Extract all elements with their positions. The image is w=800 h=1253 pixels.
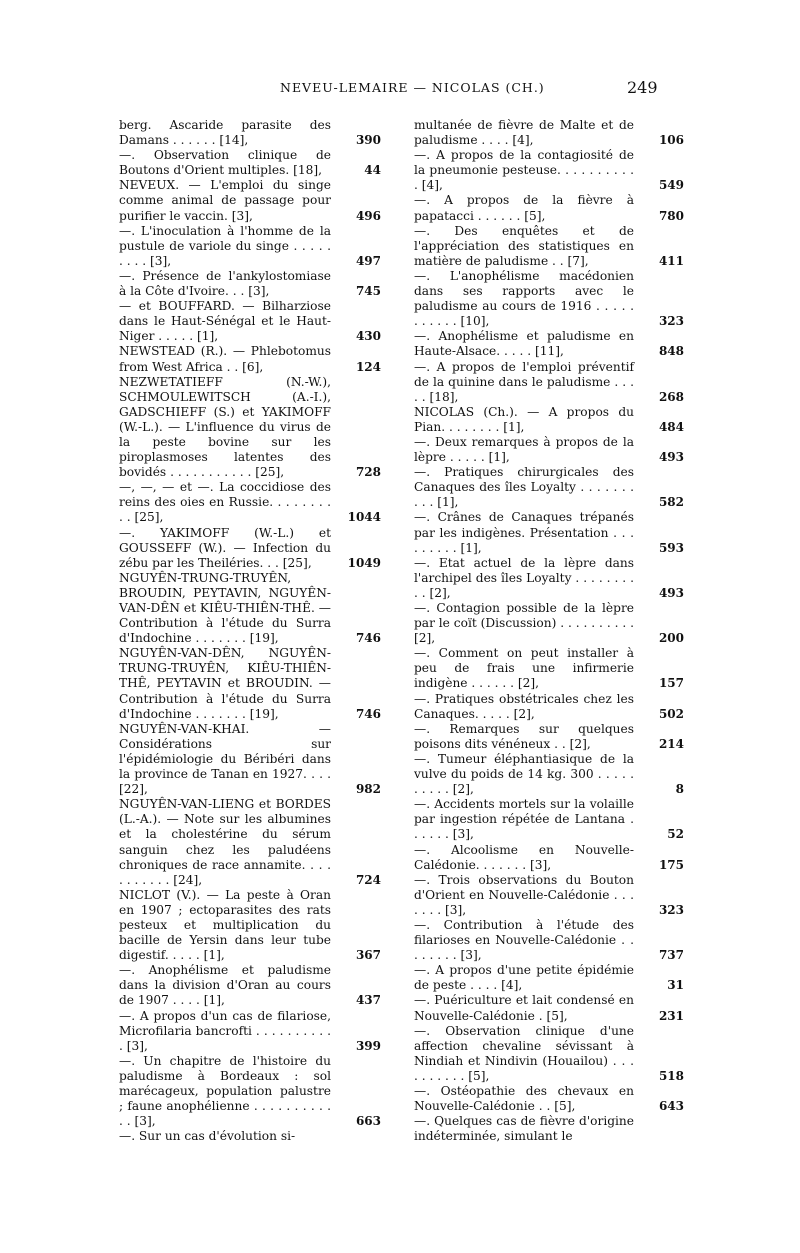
page-number: 249: [627, 78, 658, 97]
entry-text: —. Sur un cas d'évolution si-: [119, 1129, 296, 1144]
entry-text: NEWSTEAD (R.). — Phlebotomus from West Africa . . [6],: [119, 344, 331, 374]
index-entry: [119, 480, 381, 525]
entry-page-number: 323: [658, 902, 684, 917]
index-entry: [119, 1009, 381, 1054]
entry-text: —. Crânes de Canaques trépanés par les indigènes. Présentation . . . . . . . . . [1],: [414, 510, 634, 555]
entry-page-number: 549: [658, 178, 684, 193]
right-column: [414, 118, 684, 1144]
entry-text: —. Accidents mortels sur la volaille par ingestion répétée de Lantana . . . . . . [3],: [414, 797, 634, 842]
entry-page-number: 848: [658, 344, 684, 359]
entry-page-number: 493: [658, 450, 684, 465]
entry-page-number: 437: [355, 993, 381, 1008]
entry-page-number: 484: [658, 419, 684, 434]
entry-text: —. Remarques sur quelques poisons dits vénéneux . . [2],: [414, 721, 634, 751]
entry-page-number: 582: [658, 495, 684, 510]
entry-text: NGUYÊN-VAN-KHAI. — Considérations sur l'épidémiologie du Béribéri dans la province de Tanan en 1927. . . . [22],: [119, 721, 331, 797]
index-entry: [414, 646, 684, 691]
index-entry: [414, 465, 684, 510]
entry-text: multanée de fièvre de Malte et de paludisme . . . . [4],: [414, 118, 634, 148]
entry-text: —. L'anophélisme macédonien dans ses rapports avec le paludisme au cours de 1916 . . . . . . . . . . . [10],: [414, 268, 634, 329]
header-title: NEVEU-LEMAIRE — NICOLAS (CH.): [280, 80, 545, 95]
entry-text: —. A propos d'un cas de filariose, Microfilaria bancrofti . . . . . . . . . . . [3],: [119, 1008, 331, 1053]
entry-page-number: 737: [658, 948, 684, 963]
entry-text: —. A propos de la contagiosité de la pneumonie pesteuse. . . . . . . . . . . [4],: [414, 148, 634, 193]
entry-page-number: 268: [658, 389, 684, 404]
entry-page-number: 231: [658, 1008, 684, 1023]
entry-page-number: 643: [658, 1099, 684, 1114]
index-entry: [414, 993, 684, 1023]
index-entry: [119, 1054, 381, 1129]
index-entry: [414, 329, 684, 359]
entry-page-number: 724: [355, 872, 381, 887]
entry-text: NEZWETATIEFF (N.-W.), SCHMOULEWITSCH (A.-I.), GADSCHIEFF (S.) et YAKIMOFF (W.-L.). — L'influence du virus de la peste bovine sur les piroplasmoses latentes des bovidés . . . . . . . . . . . [25],: [119, 374, 331, 480]
entry-page-number: 214: [658, 736, 684, 751]
entry-page-number: 593: [658, 540, 684, 555]
index-entry: [414, 843, 684, 873]
entry-page-number: 746: [355, 706, 381, 721]
entry-page-number: 746: [355, 631, 381, 646]
index-entry: [414, 1024, 684, 1084]
index-entry: [414, 269, 684, 329]
entry-text: —. Contagion possible de la lèpre par le coït (Discussion) . . . . . . . . . . [2],: [414, 601, 634, 646]
index-entry: [414, 601, 684, 646]
entry-text: NGUYÊN-VAN-LIENG et BORDES (L.-A.). — Note sur les albumines et la cholestérine du sérum sanguin chez les paludéens chroniques de race annamite. . . . . . . . . . . [24],: [119, 797, 331, 887]
entry-text: —. YAKIMOFF (W.-L.) et GOUSSEFF (W.). — Infection du zébu par les Theiléries. . . [25],: [119, 525, 331, 570]
index-entry: [414, 510, 684, 555]
entry-text: —. Des enquêtes et de l'appréciation des statistiques en matière de paludisme . . [7],: [414, 223, 634, 268]
index-entry: [414, 752, 684, 797]
entry-page-number: 502: [658, 706, 684, 721]
entry-text: —, —, — et —. La coccidiose des reins des oies en Russie. . . . . . . . . . [25],: [119, 480, 331, 525]
entry-page-number: 663: [355, 1114, 381, 1129]
index-entry: [119, 375, 381, 481]
entry-page-number: 52: [667, 827, 684, 842]
index-entry: [414, 224, 684, 269]
entry-page-number: 493: [658, 585, 684, 600]
entry-page-number: 982: [355, 782, 381, 797]
entry-text: NGUYÊN-TRUNG-TRUYÊN, BROUDIN, PEYTAVIN, NGUYÊN-VAN-DÊN et KIÊU-THIÊN-THÊ. — Contribution à l'étude du Surra d'Indochine . . . . . . . [19],: [119, 570, 331, 646]
entry-text: —. Présence de l'ankylostomiase à la Côte d'Ivoire. . . [3],: [119, 268, 331, 299]
entry-page-number: 175: [658, 857, 684, 872]
entry-page-number: 106: [658, 133, 684, 148]
index-entry: [119, 269, 381, 299]
index-entry: [414, 118, 684, 148]
entry-page-number: 496: [355, 208, 381, 223]
entry-text: —. Pratiques chirurgicales des Canaques des îles Loyalty . . . . . . . . . . [1],: [414, 465, 634, 510]
index-entry: [414, 148, 684, 193]
index-entry: [414, 797, 684, 842]
entry-text: —. A propos de l'emploi préventif de la quinine dans le paludisme . . . . . [18],: [414, 359, 634, 404]
entry-page-number: 518: [658, 1068, 684, 1083]
entry-text: —. Alcoolisme en Nouvelle-Calédonie. . . . . . . [3],: [414, 842, 634, 872]
entry-page-number: 200: [658, 631, 684, 646]
entry-page-number: 411: [658, 253, 684, 268]
entry-page-number: 430: [355, 329, 381, 344]
index-entry: [119, 148, 381, 178]
entry-page-number: 157: [658, 676, 684, 691]
index-entry: [119, 888, 381, 963]
entry-text: NEVEUX. — L'emploi du singe comme animal de passage pour purifier le vaccin. [3],: [119, 178, 331, 223]
index-entry: [414, 692, 684, 722]
entry-text: —. Comment on peut installer à peu de frais une infirmerie indigène . . . . . . [2],: [414, 646, 634, 691]
entry-page-number: 1049: [347, 555, 381, 570]
entry-page-number: 31: [667, 978, 684, 993]
entry-text: —. Puériculture et lait condensé en Nouvelle-Calédonie . [5],: [414, 993, 634, 1023]
index-entry: [414, 405, 684, 435]
left-column: [119, 118, 381, 1144]
index-entry: [414, 193, 684, 223]
entry-page-number: 1044: [347, 510, 381, 525]
index-entry: [414, 1114, 684, 1144]
index-entry: [414, 360, 684, 405]
entry-text: —. A propos d'une petite épidémie de peste . . . . [4],: [414, 963, 634, 993]
entry-text: —. Observation clinique de Boutons d'Orient multiples. [18],: [119, 148, 331, 178]
entry-text: —. Contribution à l'étude des filarioses en Nouvelle-Calédonie . . . . . . . . [3],: [414, 917, 634, 963]
entry-page-number: 745: [355, 284, 381, 299]
index-entry: [119, 526, 381, 571]
entry-text: NICLOT (V.). — La peste à Oran en 1907 ; ectoparasites des rats pesteux et multiplication du bacille de Yersin dans leur tube digestif. . . . . [1],: [119, 887, 331, 963]
index-entry: [414, 435, 684, 465]
entry-text: —. Un chapitre de l'histoire du paludisme à Bordeaux : sol marécageux, population palustre ; faune anophélienne . . . . . . . . . . . . [3],: [119, 1053, 331, 1129]
entry-text: — et BOUFFARD. — Bilharziose dans le Haut-Sénégal et le Haut-Niger . . . . . [1],: [119, 299, 331, 344]
entry-text: —. Etat actuel de la lèpre dans l'archipel des îles Loyalty . . . . . . . . . . [2],: [414, 555, 634, 600]
index-entry: [119, 571, 381, 646]
entry-page-number: 367: [355, 948, 381, 963]
entry-page-number: 390: [355, 133, 381, 148]
index-entry: [119, 1129, 381, 1144]
entry-text: —. Trois observations du Bouton d'Orient en Nouvelle-Calédonie . . . . . . . [3],: [414, 872, 634, 917]
entry-text: —. Ostéopathie des chevaux en Nouvelle-Calédonie . . [5],: [414, 1084, 634, 1114]
entry-text: —. Deux remarques à propos de la lèpre . . . . . [1],: [414, 434, 634, 465]
index-entry: [414, 722, 684, 752]
index-entry: [414, 1084, 684, 1114]
index-entry: [119, 299, 381, 344]
entry-text: berg. Ascaride parasite des Damans . . . . . . [14],: [119, 118, 331, 148]
entry-page-number: 8: [675, 782, 684, 797]
entry-page-number: 497: [355, 253, 381, 268]
entry-page-number: 780: [658, 208, 684, 223]
index-entry: [119, 646, 381, 721]
entry-page-number: 124: [355, 359, 381, 374]
entry-text: NICOLAS (Ch.). — A propos du Pian. . . . . . . . [1],: [414, 404, 634, 434]
entry-text: —. Pratiques obstétricales chez les Canaques. . . . . [2],: [414, 691, 634, 721]
index-entry: [119, 963, 381, 1008]
entry-page-number: 728: [355, 465, 381, 480]
entry-text: NGUYÊN-VAN-DÊN, NGUYÊN-TRUNG-TRUYÊN, KIÊU-THIÊN-THÊ, PEYTAVIN et BROUDIN. — Contribution à l'étude du Surra d'Indochine . . . . . . . [19],: [119, 646, 331, 721]
entry-text: —. Observation clinique d'une affection chevaline sévissant à Nindiah et Nindivin (Houailou) . . . . . . . . . . [5],: [414, 1023, 634, 1083]
index-entry: [414, 556, 684, 601]
index-entry: [119, 224, 381, 269]
running-header: [0, 80, 800, 102]
entry-text: —. Quelques cas de fièvre d'origine indéterminée, simulant le: [414, 1114, 634, 1144]
index-entry: [119, 797, 381, 888]
entry-text: —. Anophélisme et paludisme dans la division d'Oran au cours de 1907 . . . . [1],: [119, 963, 331, 1008]
entry-text: —. Tumeur éléphantiasique de la vulve du poids de 14 kg. 300 . . . . . . . . . . [2],: [414, 751, 634, 797]
index-entry: [119, 178, 381, 223]
index-entry: [414, 918, 684, 963]
index-entry: [119, 344, 381, 374]
entry-page-number: 323: [658, 314, 684, 329]
entry-text: —. L'inoculation à l'homme de la pustule de variole du singe . . . . . . . . . [3],: [119, 223, 331, 268]
entry-text: —. A propos de la fièvre à papatacci . . . . . . [5],: [414, 193, 634, 223]
index-entry: [414, 873, 684, 918]
index-entry: [119, 118, 381, 148]
entry-text: —. Anophélisme et paludisme en Haute-Alsace. . . . . [11],: [414, 329, 634, 359]
entry-page-number: 44: [364, 163, 381, 178]
index-entry: [414, 963, 684, 993]
entry-page-number: 399: [355, 1038, 381, 1053]
index-entry: [119, 722, 381, 797]
